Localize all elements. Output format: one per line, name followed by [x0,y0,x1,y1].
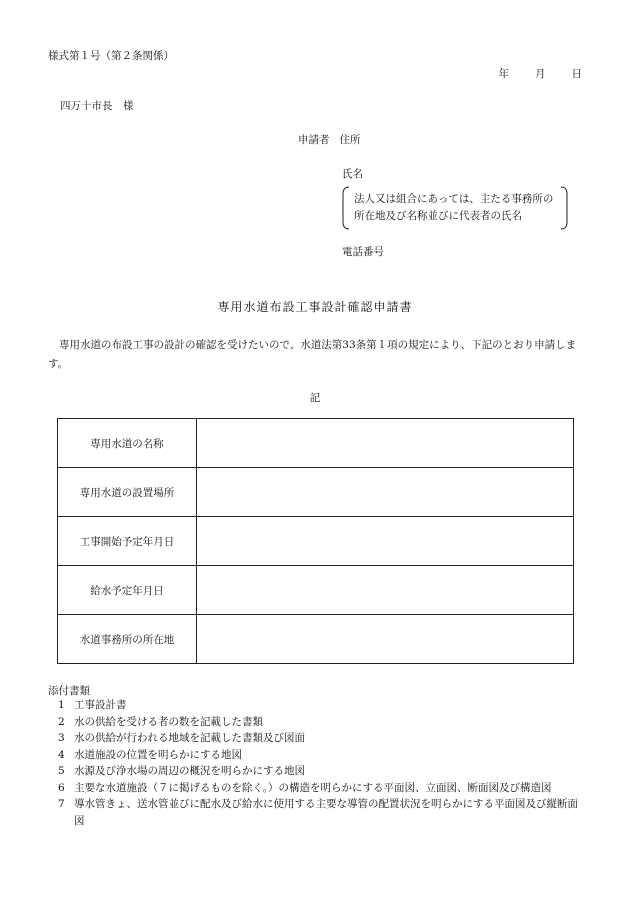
table-row-value[interactable] [197,615,574,664]
list-item [48,780,588,797]
table-row-value[interactable] [197,419,574,468]
list-item-text: 工事設計書 [74,699,127,711]
applicant-address-line [298,132,361,147]
addressee: 四万十市長 様 [60,100,134,112]
date-year-label: 年 [498,68,509,80]
list-item-number: 1 [58,699,65,711]
note-line-2: 所在地及び名称並びに代表者の氏名 [354,210,522,222]
table-row [58,615,574,664]
table-row [58,517,574,566]
phone-label: 電話番号 [342,246,384,258]
table-row-value[interactable] [197,566,574,615]
date-line [499,66,583,81]
list-item-number: 3 [58,732,65,744]
list-item-number: 5 [58,765,65,777]
list-item-text: 水源及び浄水場の周辺の概況を明らかにする地図 [74,765,305,777]
list-item-text: 水の供給が行われる地域を記載した書類及び図面 [74,732,305,744]
address-label: 住所 [339,134,361,146]
list-item [48,763,588,780]
list-item-number: 2 [58,715,65,728]
application-table [57,418,574,664]
list-item-number: 6 [58,781,65,794]
table-row-label: 給水予定年月日 [58,566,197,615]
table-row-label: 工事開始予定年月日 [58,517,197,566]
table-row-label: 水道事務所の所在地 [58,615,197,664]
list-item-text: 水の供給を受ける者の数を記載した書類 [74,715,263,728]
list-item-text: 導水管きょ、送水管並びに配水及び給水に使用する主要な導管の配置状況を明らかにする平面図及び縦断面図 [74,798,578,827]
document-title: 専用水道布設工事設計確認申請書 [217,300,413,314]
table-row-value[interactable] [197,517,574,566]
ki-heading: 記 [309,392,321,404]
table-row-label: 専用水道の名称 [58,419,197,468]
list-item-text: 水道施設の位置を明らかにする地図 [74,748,242,761]
note-text [354,191,553,225]
table-row [58,419,574,468]
attachments-list [48,697,588,829]
table-row [58,468,574,517]
list-item [48,714,588,731]
list-item-text: 主要な水道施設（７に掲げるものを除く。）の構造を明らかにする平面図、立面図、断面図及び構造図 [74,781,552,794]
list-item [48,730,588,747]
date-day-label: 日 [571,68,582,80]
table-row-label: 専用水道の設置場所 [58,468,197,517]
date-month-label: 月 [535,68,546,80]
note-line-1: 法人又は組合にあっては、主たる事務所の [354,193,554,205]
name-label: 氏名 [342,168,363,180]
list-item [48,796,588,829]
attachments-heading: 添付書類 [48,685,90,697]
table-row [58,566,574,615]
list-item-number: 4 [58,748,65,761]
form-number: 様式第１号（第２条関係） [48,50,174,62]
corporate-note [342,186,568,230]
list-item-number: 7 [58,798,65,810]
body-paragraph: 専用水道の布設工事の設計の確認を受けたいので、水道法第33条第１項の規定により、下記のとおり申請します。 [48,339,577,370]
list-item [48,747,588,764]
table-row-value[interactable] [197,468,574,517]
list-item [48,697,588,714]
applicant-label: 申請者 [298,134,330,146]
